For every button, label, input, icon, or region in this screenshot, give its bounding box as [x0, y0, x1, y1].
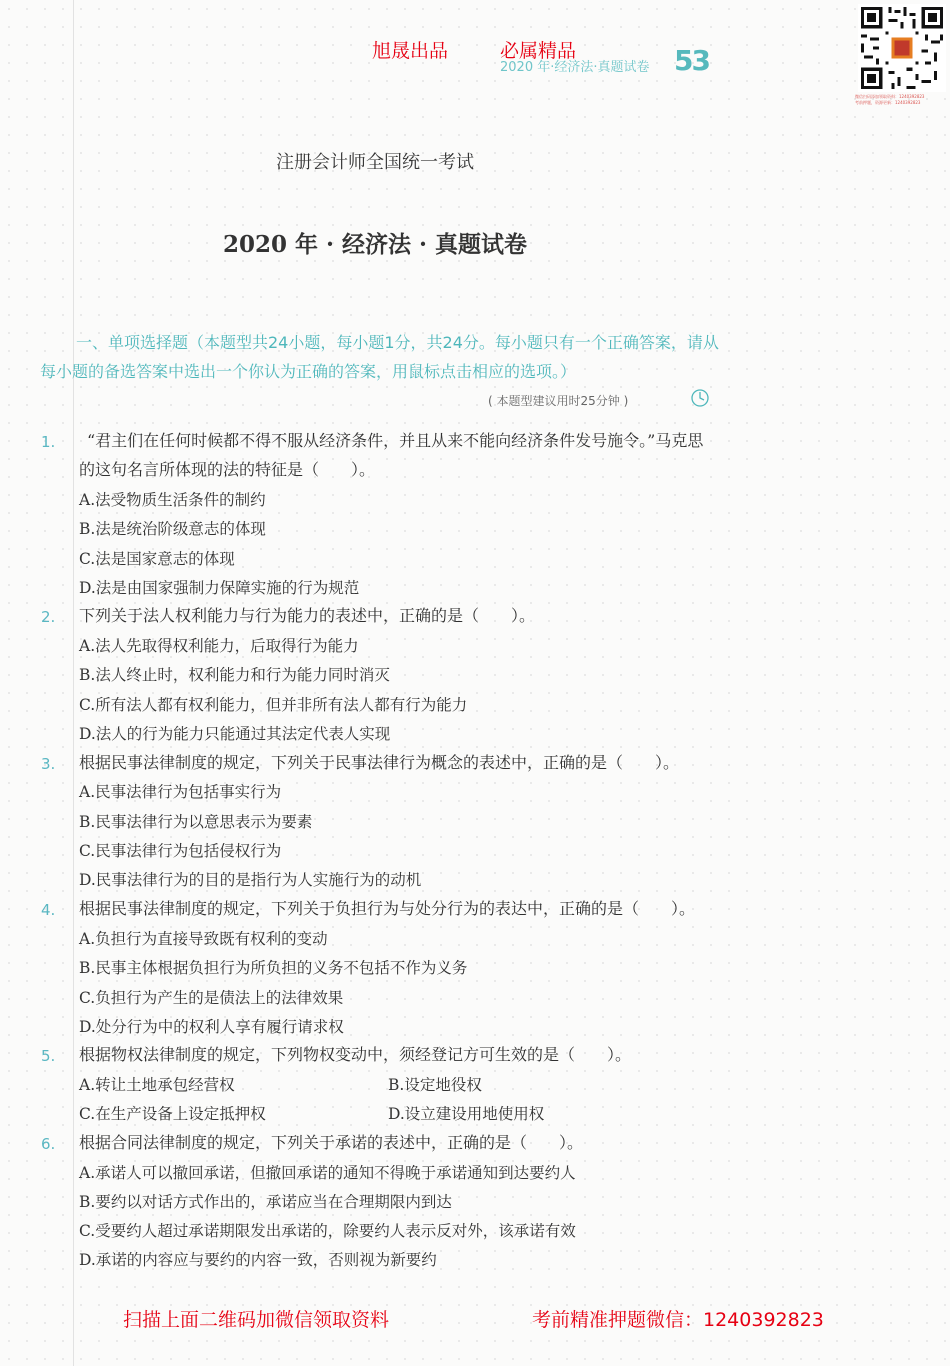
option-a[interactable]: A.承诺人可以撤回承诺，但撤回承诺的通知不得晚于承诺通知到达要约人 — [79, 1164, 576, 1182]
option-a[interactable]: A.转让土地承包经营权 — [79, 1076, 235, 1094]
option-d[interactable]: D.设立建设用地使用权 — [388, 1105, 545, 1123]
option-c[interactable]: C.受要约人超过承诺期限发出承诺的，除要约人表示反对外，该承诺有效 — [79, 1222, 576, 1240]
option-b[interactable]: B.设定地役权 — [388, 1076, 482, 1094]
option-b[interactable]: B.法是统治阶级意志的体现 — [79, 520, 266, 538]
option-d[interactable]: D.处分行为中的权利人享有履行请求权 — [79, 1018, 344, 1036]
option-b[interactable]: B.要约以对话方式作出的，承诺应当在合理期限内到达 — [79, 1193, 452, 1211]
qr-caption — [855, 94, 949, 106]
qr-caption-line: 微信扫码添加领取资料：1240392823 — [855, 94, 925, 99]
watermark-right: 必属精品 — [500, 40, 577, 62]
option-d[interactable]: D.民事法律行为的目的是指行为人实施行为的动机 — [79, 871, 422, 889]
footer-watermark-right: 考前精准押题微信：1240392823 — [532, 1309, 824, 1331]
option-b[interactable]: B.法人终止时，权利能力和行为能力同时消灭 — [79, 666, 390, 684]
question-stem: 下列关于法人权利能力与行为能力的表述中，正确的是（ ）。 — [79, 606, 536, 625]
option-d[interactable]: D.法是由国家强制力保障实施的行为规范 — [79, 579, 360, 597]
question-number: 4. — [41, 901, 56, 919]
option-a[interactable]: A.法人先取得权利能力，后取得行为能力 — [79, 637, 359, 655]
question-stem: 根据民事法律制度的规定，下列关于负担行为与处分行为的表达中，正确的是（ ）。 — [79, 899, 696, 918]
option-b[interactable]: B.民事主体根据负担行为所负担的义务不包括不作为义务 — [79, 959, 468, 977]
question-number: 1. — [41, 433, 56, 451]
question-stem: 根据民事法律制度的规定，下列关于民事法律行为概念的表述中，正确的是（ ）。 — [79, 753, 680, 772]
option-c[interactable]: C.负担行为产生的是债法上的法律效果 — [79, 989, 344, 1007]
option-d[interactable]: D.承诺的内容应与要约的内容一致，否则视为新要约 — [79, 1251, 437, 1269]
qr-code-icon — [858, 4, 946, 92]
margin-rule — [73, 0, 74, 1366]
option-c[interactable]: C.民事法律行为包括侵权行为 — [79, 842, 282, 860]
option-a[interactable]: A.负担行为直接导致既有权利的变动 — [79, 930, 328, 948]
question-stem: 根据合同法律制度的规定，下列关于承诺的表述中，正确的是（ ）。 — [79, 1133, 584, 1152]
series-label: 2020 年·经济法·真题试卷 — [500, 60, 650, 75]
option-c[interactable]: C.在生产设备上设定抵押权 — [79, 1105, 266, 1123]
question-stem: “君主们在任何时候都不得不服从经济条件，并且从来不能向经济条件发号施令。”马克思的这句名言所体现的法的特征是（ ）。 — [79, 431, 704, 479]
watermark-left: 旭晟出品 — [372, 40, 449, 62]
question-number: 5. — [41, 1047, 56, 1065]
question-number: 3. — [41, 755, 56, 773]
option-a[interactable]: A.民事法律行为包括事实行为 — [79, 783, 282, 801]
question-number: 2. — [41, 608, 56, 626]
footer-watermark-left: 扫描上面二维码加微信领取资料 — [123, 1309, 390, 1331]
exam-subtitle: 注册会计师全国统一考试 — [276, 152, 474, 173]
option-c[interactable]: C.所有法人都有权利能力，但并非所有法人都有行为能力 — [79, 696, 468, 714]
question-stem: 根据物权法律制度的规定，下列物权变动中，须经登记方可生效的是（ ）。 — [79, 1045, 632, 1064]
option-d[interactable]: D.法人的行为能力只能通过其法定代表人实现 — [79, 725, 391, 743]
option-c[interactable]: C.法是国家意志的体现 — [79, 550, 235, 568]
qr-caption-line: 考前押题，资源更新：1240392823 — [855, 100, 921, 105]
question-number: 6. — [41, 1135, 56, 1153]
time-note: ( 本题型建议用时25分钟 ) — [488, 394, 629, 408]
brand-logo: 53 — [674, 44, 709, 77]
section-heading: 一、单项选择题（本题型共24小题，每小题1分，共24分。每小题只有一个正确答案，请从每小题的备选答案中选出一个你认为正确的答案，用鼠标点击相应的选项。） — [40, 333, 719, 381]
option-b[interactable]: B.民事法律行为以意思表示为要素 — [79, 813, 313, 831]
page-title: 2020 年 · 经济法 · 真题试卷 — [222, 231, 528, 258]
clock-icon — [690, 388, 710, 408]
option-a[interactable]: A.法受物质生活条件的制约 — [79, 491, 266, 509]
